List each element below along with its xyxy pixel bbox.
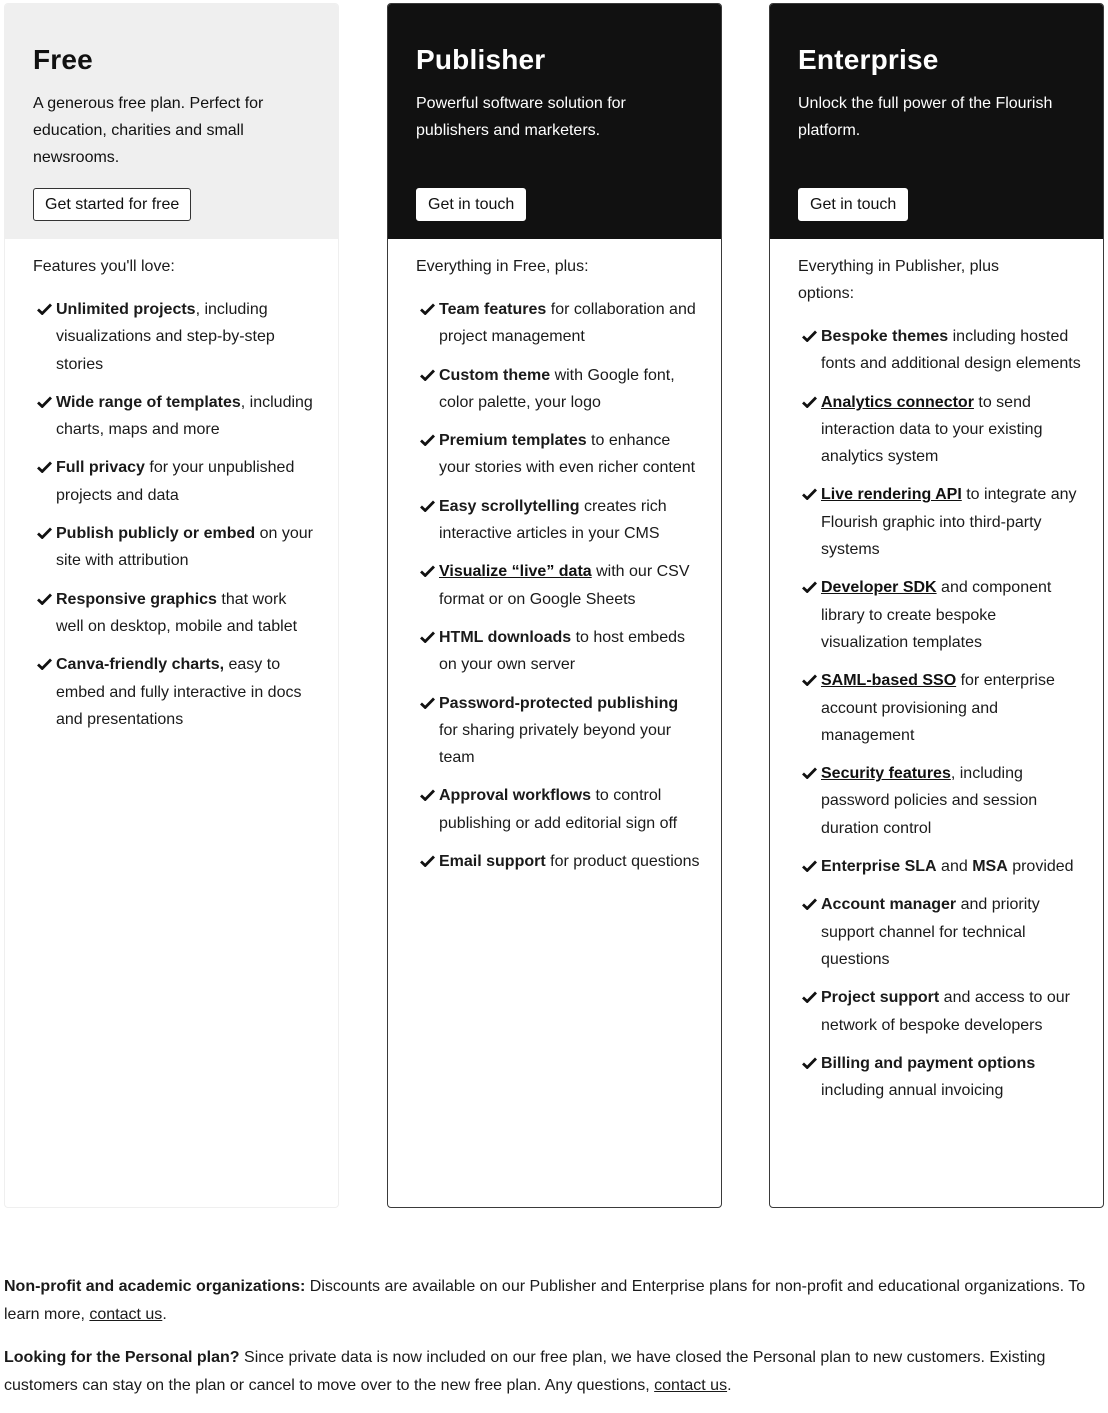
feature-link[interactable]: Visualize “live” data (439, 563, 592, 581)
feature-item (798, 760, 1083, 842)
checkmark-icon (802, 674, 817, 686)
feature-link[interactable]: Live rendering API (821, 486, 962, 504)
plan-features (5, 239, 338, 733)
feature-item (416, 558, 701, 613)
feature-list (798, 323, 1081, 1104)
checkmark-icon (37, 303, 52, 315)
feature-description: to host embeds on your own server (439, 628, 685, 674)
plan-header (770, 4, 1103, 239)
checkmark-icon (420, 369, 435, 381)
feature-description: for your unpublished projects and data (56, 459, 295, 504)
feature-name: Wide range of templates (56, 393, 241, 411)
contact-us-link[interactable]: contact us (89, 1305, 163, 1323)
nonprofit-note-text: Discounts are available on our Publisher and Enterprise plans for non-profit and educational organizations. To learn more, (4, 1278, 1086, 1323)
checkmark-icon (802, 991, 817, 1003)
feature-name: MSA (972, 858, 1008, 876)
feature-item (33, 586, 318, 641)
feature-item (798, 853, 1083, 880)
personal-plan-note-heading: Looking for the Personal plan? (4, 1349, 240, 1366)
feature-description: and priority support channel for technical questions (821, 896, 1040, 968)
feature-description: with Google font, color palette, your logo (439, 366, 675, 411)
feature-description: , including charts, maps and more (56, 393, 313, 439)
features-intro: Everything in Publisher, plus options: (798, 258, 999, 302)
feature-item (798, 984, 1083, 1039)
feature-item (798, 481, 1083, 563)
feature-description: to control publishing or add editorial sign off (439, 787, 678, 832)
feature-item (798, 667, 1083, 749)
feature-name: Project support (821, 989, 940, 1007)
checkmark-icon (37, 461, 52, 473)
feature-description: for product questions (545, 853, 700, 871)
feature-item (416, 624, 701, 679)
feature-name: Publish publicly or embed (56, 525, 256, 543)
plan-card-publisher (387, 3, 722, 1208)
feature-description: to send interaction data to your existing analytics system (821, 393, 1043, 466)
plan-header (5, 4, 338, 239)
feature-item (416, 362, 701, 417)
feature-item (798, 323, 1083, 378)
checkmark-icon (802, 488, 817, 500)
feature-name: Billing and payment options (821, 1054, 1036, 1072)
checkmark-icon (37, 396, 52, 408)
feature-description: and access to our network of bespoke developers (821, 989, 1070, 1034)
feature-description: with our CSV format or on Google Sheets (439, 563, 690, 608)
checkmark-icon (420, 855, 435, 867)
feature-name: Bespoke themes (821, 328, 949, 345)
feature-item (416, 848, 701, 875)
feature-description: that work well on desktop, mobile and tablet (56, 590, 298, 635)
feature-item (33, 454, 318, 509)
punctuation: . (727, 1376, 732, 1394)
feature-description: for sharing privately beyond your team (439, 721, 672, 767)
feature-description: for enterprise account provisioning and management (821, 672, 1055, 744)
feature-item (33, 389, 318, 444)
plan-title: Publisher (416, 44, 546, 75)
feature-name: Custom theme (439, 366, 551, 384)
feature-item (416, 296, 701, 351)
feature-item (416, 782, 701, 837)
feature-item (33, 296, 318, 378)
get-in-touch-button[interactable]: Get in touch (798, 188, 908, 221)
feature-description: to enhance your stories with even richer content (439, 432, 696, 477)
feature-name: Easy scrollytelling (439, 497, 580, 515)
checkmark-icon (420, 631, 435, 643)
feature-link[interactable]: Developer SDK (821, 579, 937, 597)
feature-name: Full privacy (56, 459, 145, 477)
feature-list (33, 296, 313, 733)
plan-description: Unlock the full power of the Flourish platform. (798, 95, 1053, 139)
checkmark-icon (37, 527, 52, 539)
checkmark-icon (420, 500, 435, 512)
feature-name: Email support (439, 853, 546, 871)
feature-name: HTML downloads (439, 628, 572, 646)
feature-description: easy to embed and fully interactive in docs and presentations (56, 656, 302, 728)
plan-description: Powerful software solution for publishers and marketers. (416, 95, 626, 139)
plan-features (388, 239, 721, 875)
feature-item (33, 520, 318, 575)
nonprofit-note-heading: Non-profit and academic organizations: (4, 1278, 306, 1295)
feature-name: Approval workflows (439, 787, 592, 805)
feature-list (416, 296, 700, 875)
personal-plan-note (4, 1344, 1106, 1399)
features-intro: Everything in Free, plus: (416, 258, 589, 275)
feature-item (416, 690, 701, 772)
feature-item (416, 427, 701, 482)
contact-us-link[interactable]: contact us (654, 1376, 728, 1394)
feature-text: and (936, 858, 973, 876)
checkmark-icon (802, 330, 817, 342)
feature-description: creates rich interactive articles in your CMS (439, 497, 667, 543)
checkmark-icon (802, 860, 817, 872)
feature-link[interactable]: SAML-based SSO (821, 672, 957, 690)
plan-card-free (4, 3, 339, 1208)
feature-link[interactable]: Security features (821, 765, 951, 783)
plan-title: Free (33, 44, 93, 75)
plan-description: A generous free plan. Perfect for education, charities and small newsrooms. (33, 95, 264, 166)
feature-name: Password-protected publishing (439, 694, 679, 712)
feature-description: , including password policies and session duration control (821, 765, 1038, 837)
features-intro: Features you'll love: (33, 258, 175, 275)
punctuation: . (162, 1305, 167, 1323)
get-started-for-free-button[interactable]: Get started for free (33, 188, 191, 221)
plan-features (770, 239, 1103, 1104)
feature-description: provided (1007, 858, 1074, 876)
checkmark-icon (802, 1057, 817, 1069)
checkmark-icon (420, 697, 435, 709)
feature-name: Canva-friendly charts, (56, 656, 225, 674)
feature-name: Team features (439, 301, 547, 318)
plan-card-enterprise (769, 3, 1104, 1208)
feature-name: Enterprise SLA (821, 858, 937, 876)
feature-item (798, 574, 1083, 656)
feature-item (416, 493, 701, 548)
feature-item (33, 651, 318, 733)
personal-plan-note-text: Since private data is now included on our free plan, we have closed the Personal plan to new customers. Existing customers can stay on the plan or cancel to move over to the new free plan. Any questions, (4, 1349, 1046, 1394)
checkmark-icon (37, 593, 52, 605)
feature-link[interactable]: Analytics connector (821, 393, 974, 411)
nonprofit-note (4, 1273, 1106, 1328)
checkmark-icon (420, 434, 435, 446)
plan-header (388, 4, 721, 239)
feature-description: including annual invoicing (821, 1082, 1004, 1100)
checkmark-icon (802, 898, 817, 910)
checkmark-icon (802, 581, 817, 593)
feature-item (798, 1050, 1083, 1105)
get-in-touch-button[interactable]: Get in touch (416, 188, 526, 221)
feature-description: and component library to create bespoke visualization templates (821, 579, 1052, 651)
checkmark-icon (802, 767, 817, 779)
feature-item (798, 891, 1083, 973)
feature-description: for collaboration and project management (439, 301, 696, 346)
feature-description: to integrate any Flourish graphic into third-party systems (821, 486, 1077, 559)
checkmark-icon (420, 789, 435, 801)
feature-description: on your site with attribution (56, 525, 313, 570)
feature-name: Responsive graphics (56, 590, 217, 608)
feature-name: Unlimited projects (56, 301, 196, 318)
feature-name: Premium templates (439, 432, 587, 450)
checkmark-icon (37, 658, 52, 670)
feature-name: Account manager (821, 896, 957, 914)
checkmark-icon (420, 565, 435, 577)
feature-description: including hosted fonts and additional design elements (821, 328, 1081, 373)
checkmark-icon (420, 303, 435, 315)
feature-item (798, 389, 1083, 471)
plan-title: Enterprise (798, 44, 939, 75)
feature-description: , including visualizations and step-by-step stories (56, 301, 275, 373)
checkmark-icon (802, 396, 817, 408)
